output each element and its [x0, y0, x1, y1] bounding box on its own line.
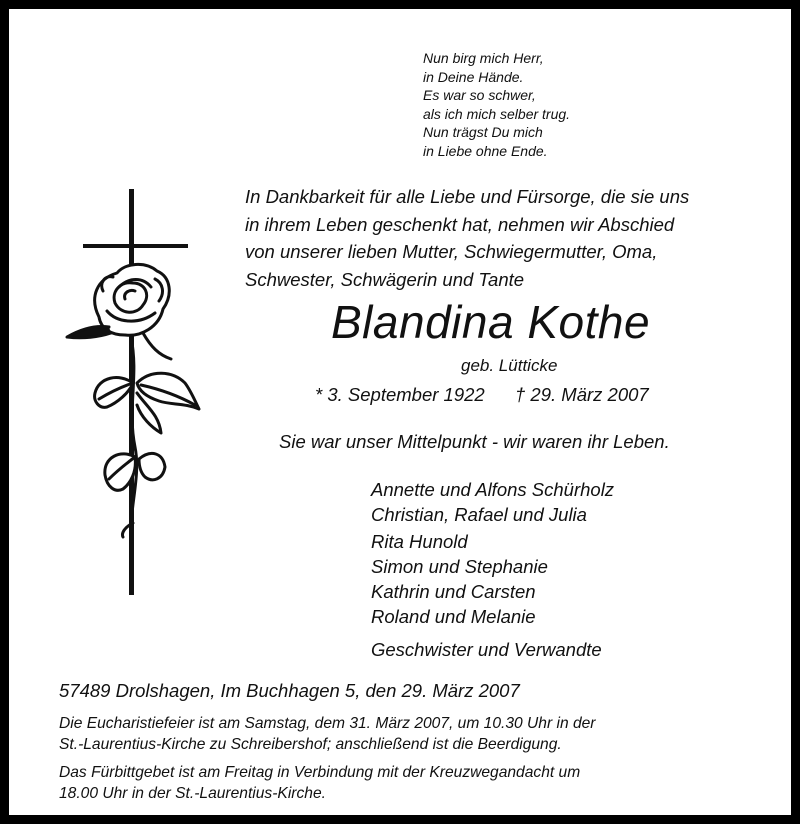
info-line: Das Fürbittgebet ist am Freitag in Verbindung mit der Kreuzwegandacht um [59, 764, 581, 781]
motto: Sie war unser Mittelpunkt - wir waren ihr Leben. [279, 431, 670, 452]
intro-text [245, 183, 689, 293]
family-group [371, 477, 614, 527]
birth-date: * 3. September 1922 [315, 384, 485, 405]
family-line: Rita Hunold [371, 531, 468, 552]
info-line: St.-Laurentius-Kirche zu Schreibershof; anschließend ist die Beerdigung. [59, 736, 562, 753]
family-group [371, 529, 548, 629]
family-line: Geschwister und Verwandte [371, 639, 602, 660]
life-dates [315, 384, 649, 406]
intro-line: In Dankbarkeit für alle Liebe und Fürsorge, die sie uns [245, 186, 690, 207]
poem-line: als ich mich selber trug. [423, 105, 571, 122]
poem-line: Es war so schwer, [423, 87, 536, 104]
info-line: 18.00 Uhr in der St.-Laurentius-Kirche. [59, 785, 326, 802]
intro-line: Schwester, Schwägerin und Tante [245, 268, 525, 290]
info-line: Die Eucharistiefeier ist am Samstag, dem 31. März 2007, um 10.30 Uhr in der [59, 715, 596, 732]
deceased-name-row [9, 295, 789, 349]
poem-line: Nun trägst Du mich [423, 124, 543, 141]
prayer-info [59, 762, 580, 804]
intro-line: von unserer lieben Mutter, Schwiegermutter, Oma, [245, 241, 658, 262]
cross-rose-illustration [59, 187, 209, 599]
deceased-name: Blandina Kothe [331, 296, 651, 348]
death-date: † 29. März 2007 [515, 384, 649, 405]
family-line: Christian, Rafael und Julia [371, 504, 587, 525]
poem-line: Nun birg mich Herr, [423, 50, 544, 66]
poem-verse [423, 49, 570, 161]
family-line: Roland und Melanie [371, 606, 536, 627]
poem-line: in Deine Hände. [423, 68, 524, 85]
family-line: Annette und Alfons Schürholz [371, 479, 615, 500]
poem-line: in Liebe ohne Ende. [423, 142, 548, 159]
family-line: Simon und Stephanie [371, 556, 548, 577]
intro-line: in ihrem Leben geschenkt hat, nehmen wir Abschied [245, 213, 675, 235]
maiden-name: geb. Lütticke [461, 356, 558, 375]
place-date: 57489 Drolshagen, Im Buchhagen 5, den 29. März 2007 [59, 680, 520, 701]
family-group [371, 637, 602, 662]
service-info [59, 713, 596, 755]
family-line: Kathrin und Carsten [371, 581, 536, 602]
